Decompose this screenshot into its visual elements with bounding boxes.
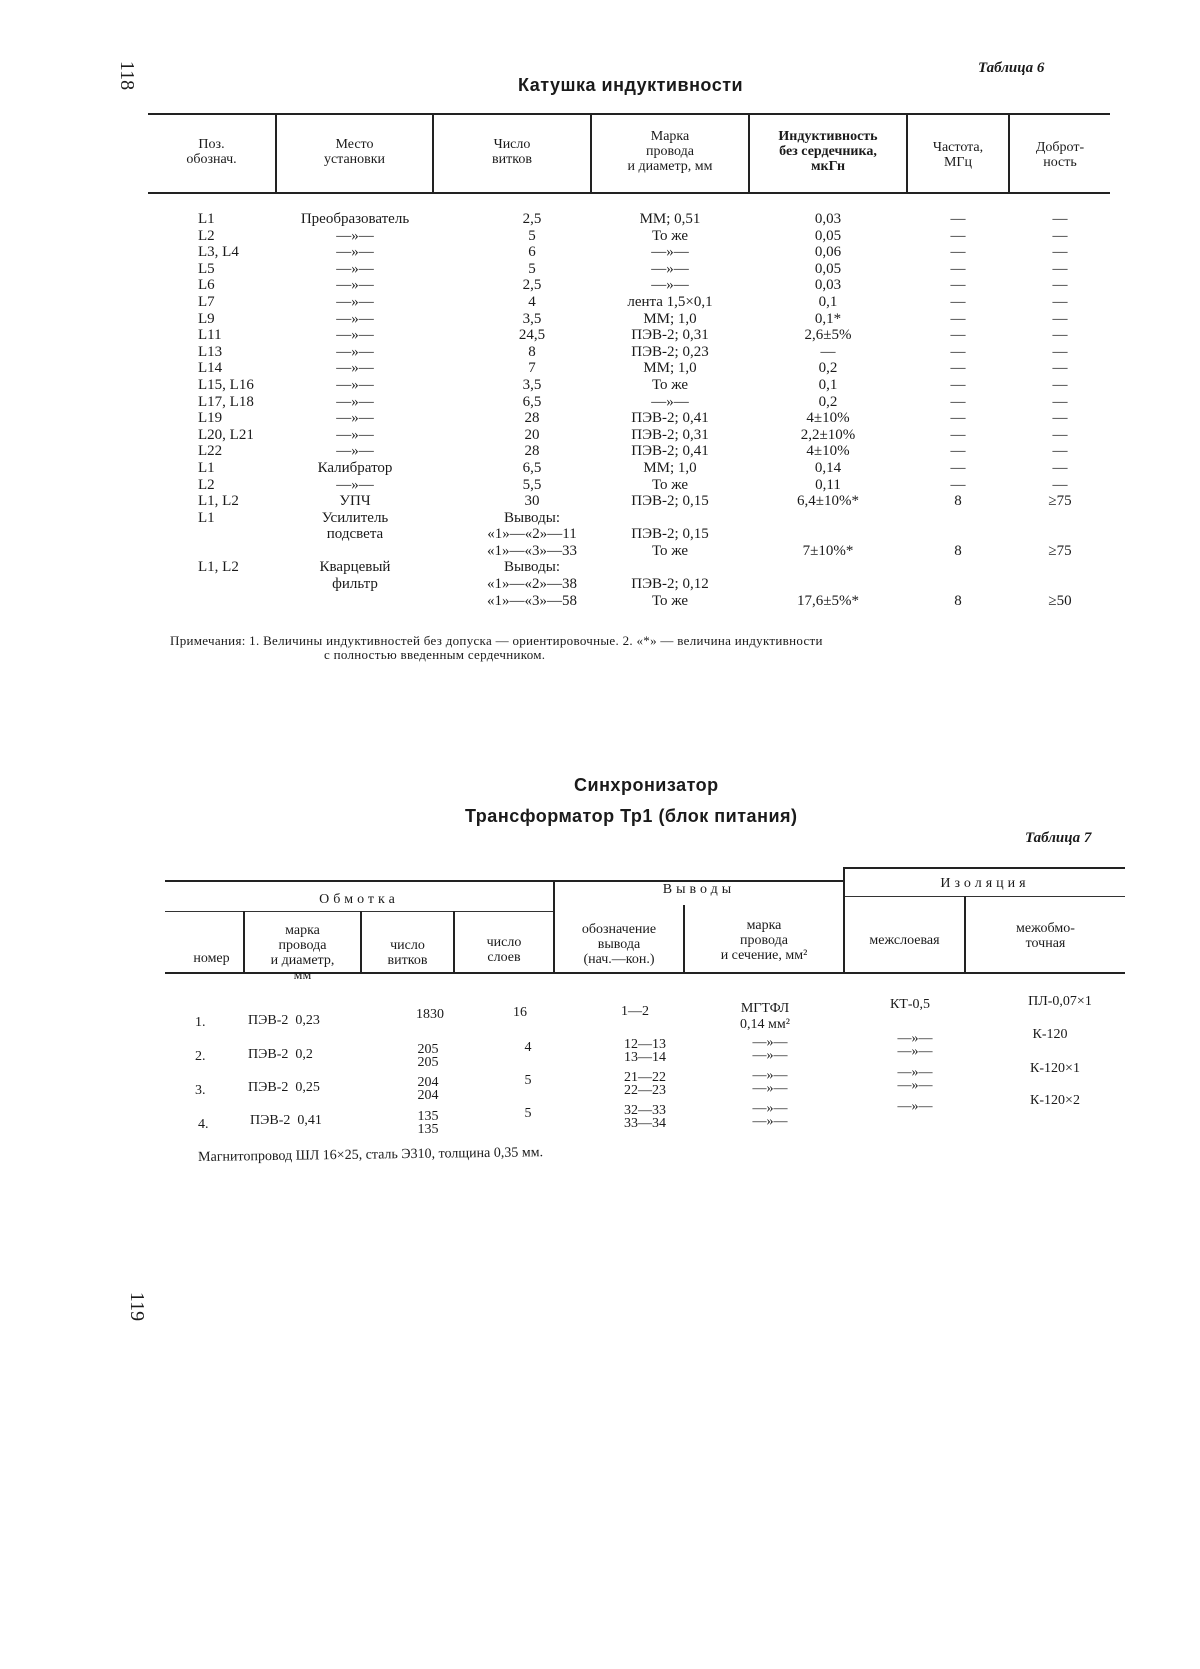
table7-row3-inter-winding: К-120×1 <box>1030 1061 1080 1076</box>
table7-row2-turns: 205 205 <box>417 1042 439 1070</box>
table7-group-leads: Выводы <box>662 882 736 897</box>
table7-group-rule <box>165 911 553 912</box>
table6-col-place: Преобразователь —»— —»— —»— —»— —»— —»— —»— —»— —»— —»— —»— —»— —»— —»— Калибратор —»— УПЧ Усилитель подсвета Кварцевый фильтр <box>300 211 410 593</box>
table6-header-frequency: Частота, МГц <box>932 140 984 170</box>
table7-row2-lead: 12—13 13—14 <box>624 1037 666 1065</box>
table7-row4-lead-wire: —»— —»— <box>752 1101 788 1129</box>
table6-header-place: Место установки <box>323 137 386 167</box>
page-number-top: 118 <box>116 60 139 91</box>
table7-row3-number: 3. <box>195 1083 206 1098</box>
table7-footer-note: Магнитопровод ШЛ 16×25, сталь Э310, толщина 0,35 мм. <box>198 1145 544 1165</box>
table6-col-inductance: 0,03 0,05 0,06 0,05 0,03 0,1 0,1* 2,6±5% — 0,2 0,1 0,2 4±10% 2,2±10% 4±10% 0,14 0,11 6,4±10%* 7±10%* 17,6±5%* <box>797 211 859 609</box>
table6-notes-line1: Примечания: 1. Величины индуктивностей без допуска — ориентировочные. 2. «*» — величина индуктивности <box>170 633 823 648</box>
table7-header-lead-designation: обозначение вывода (нач.—кон.) <box>581 922 657 967</box>
table7-row3-wire: ПЭВ-2 0,25 <box>248 1080 320 1095</box>
table7-row2-inter-winding: К-120 <box>1032 1027 1068 1042</box>
table7-row3-turns: 204 204 <box>417 1075 439 1103</box>
table7-group-rule <box>843 896 1125 897</box>
table7-group-insulation: Изоляция <box>940 876 1030 891</box>
table7-label: Таблица 7 <box>1025 830 1092 846</box>
table7-header-lead-wire: марка провода и сечение, мм² <box>720 918 808 963</box>
table7-row1-turns: 1830 <box>416 1007 444 1022</box>
table7-header-layers: число слоев <box>486 935 522 965</box>
table6-label: Таблица 6 <box>978 60 1045 76</box>
table6-top-rule <box>148 113 1110 115</box>
table7-header-number: номер <box>193 951 230 966</box>
table7-row1-wire: ПЭВ-2 0,23 <box>248 1013 320 1028</box>
table7-row4-number: 4. <box>198 1117 209 1132</box>
table7-title2: Трансформатор Тр1 (блок питания) <box>465 806 798 826</box>
table6-header-turns: Число витков <box>492 137 532 167</box>
table6-header-wire: Марка провода и диаметр, мм <box>627 129 713 174</box>
table6-notes-line2: с полностью введенным сердечником. <box>324 647 546 662</box>
table7-row2-layers: 4 <box>524 1040 532 1055</box>
table7-title1: Синхронизатор <box>574 775 719 795</box>
table7-row1-layers: 16 <box>513 1005 527 1020</box>
table7-row4-inter-layer: —»— <box>897 1099 933 1114</box>
table7-row4-layers: 5 <box>524 1106 532 1121</box>
table6-col-frequency: — — — — — — — — — — — — — — — — — 8 8 8 <box>950 211 966 609</box>
table7-row2-wire: ПЭВ-2 0,2 <box>248 1047 313 1062</box>
table6-col-q-factor: — — — — — — — — — — — — — — — — — ≥75 ≥75 ≥50 <box>1048 211 1072 609</box>
table7-row1-number: 1. <box>195 1015 206 1030</box>
table7-row2-number: 2. <box>195 1049 206 1064</box>
table7-header-inter-winding: межобмо- точная <box>1016 921 1075 951</box>
table7-row1-inter-winding: ПЛ-0,07×1 <box>1028 994 1092 1009</box>
page-number-bottom: 119 <box>126 1291 149 1322</box>
table7-row2-inter-layer: —»— —»— <box>897 1031 933 1059</box>
table7-row4-lead: 32—33 33—34 <box>624 1103 666 1131</box>
table7-row3-lead: 21—22 22—23 <box>624 1070 666 1098</box>
table7-header-inter-layer: межслоевая <box>869 933 940 948</box>
table7-row1-inter-layer: КТ-0,5 <box>889 997 931 1012</box>
table7-row3-inter-layer: —»— —»— <box>897 1065 933 1093</box>
table6-col-turns: 2,5 5 6 5 2,5 4 3,5 24,5 8 7 3,5 6,5 28 20 28 6,5 5,5 30 Выводы: «1»—«2»—11 «1»—«3»—33 Выводы: «1»—«2»—38 «1»—«3»—58 <box>487 211 577 609</box>
table6-header-inductance: Индуктивность без сердечника, мкГн <box>778 129 878 174</box>
table7-row4-turns: 135 135 <box>417 1109 439 1137</box>
table7-header-turns: число витков <box>387 938 428 968</box>
table7-group-winding: Обмотка <box>319 892 399 907</box>
table7-row2-lead-wire: —»— —»— <box>752 1035 788 1063</box>
table6-header-q-factor: Доброт- ность <box>1035 140 1085 170</box>
table6-title: Катушка индуктивности <box>518 75 744 95</box>
table7-top-rule <box>843 867 1125 869</box>
table7-row4-inter-winding: К-120×2 <box>1030 1093 1080 1108</box>
table7-row4-wire: ПЭВ-2 0,41 <box>250 1113 322 1128</box>
table7-row1-lead-wire: МГТФЛ 0,14 мм² <box>740 1001 790 1032</box>
table6-col-pos: L1 L2 L3, L4 L5 L6 L7 L9 L11 L13 L14 L15, L16 L17, L18 L19 L20, L21 L22 L1 L2 L1, L2 L1 L1, L2 <box>198 211 254 576</box>
table7-header-wire: марка провода и диаметр, мм <box>270 923 335 983</box>
table6-header-pos: Поз. обознач. <box>186 137 237 167</box>
table7-row3-layers: 5 <box>524 1073 532 1088</box>
table7-row3-lead-wire: —»— —»— <box>752 1068 788 1096</box>
table6-col-wire: ММ; 0,51 То же —»— —»— —»— лента 1,5×0,1 ММ; 1,0 ПЭВ-2; 0,31 ПЭВ-2; 0,23 ММ; 1,0 То же —»— ПЭВ-2; 0,41 ПЭВ-2; 0,31 ПЭВ-2; 0,41 ММ; 1,0 То же ПЭВ-2; 0,15 ПЭВ-2; 0,15 То же ПЭВ-2; 0,12 То же <box>627 211 713 609</box>
table6-header-rule <box>148 192 1110 194</box>
table7-row1-lead: 1—2 <box>621 1004 649 1019</box>
